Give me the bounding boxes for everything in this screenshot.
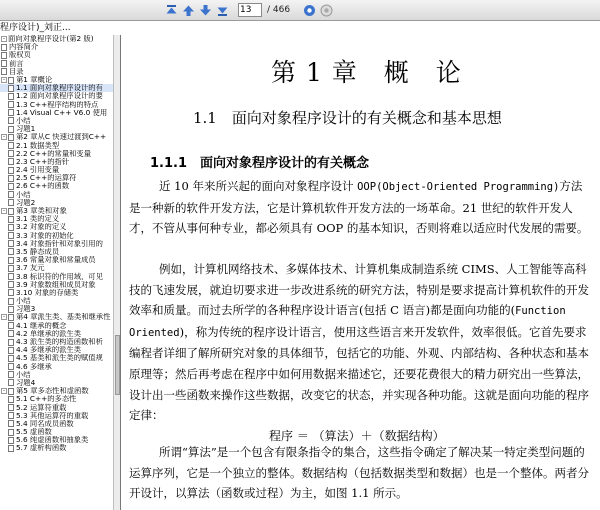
toc-item-label: 1.4 Visual C++ V6.0 使用: [16, 108, 108, 117]
collapse-icon[interactable]: -: [2, 207, 6, 215]
toc-item-label: 3.9 对象数组和成员对象: [16, 280, 96, 289]
toc-item[interactable]: [0, 182, 113, 190]
page-bookmark-icon: [8, 240, 14, 247]
toc-item-label: 第2 章从C 快速过渡到C++: [16, 133, 107, 142]
toc-item-label: 3.6 常量对象和常量成员: [16, 256, 96, 265]
collapse-icon[interactable]: -: [2, 76, 6, 84]
page-bookmark-icon: [8, 339, 14, 346]
toc-item[interactable]: [0, 68, 113, 76]
paragraph-2-text-b: )，称为传统的程序设计语言，使用这些语言来开发软件，效率很低。它首先要求编程者详细了解所研究对象的具体细节，包括它的功能、外观、内部结构、各种状态和基本原理等；然后再考虑在程序中如何用数据来描述它，还要花费很大的精力研究出一些算法，设计出一些函数来操作这些数据，改变它的状态，并实现各种功能。这就是面向功能的程序定律：: [129, 324, 589, 423]
page-bookmark-icon: [8, 101, 14, 108]
toc-item-label: 习题1: [16, 125, 36, 134]
document-page: [121, 21, 600, 510]
paragraph-2-text-a: 例如，计算机网络技术、多媒体技术、计算机集成制造系统 CIMS、人工智能等高科技的飞速发展，就迫切要求进一步改进系统的研究方法，特别是要求提高计算机软件的开发效率和质量。而过去所学的各种程序设计语言(包括 C 语言)都是面向功能的(: [129, 262, 589, 318]
page-bookmark-icon: [8, 167, 14, 174]
toc-item[interactable]: [0, 322, 113, 330]
page-bookmark-icon: [8, 265, 14, 272]
toc-item[interactable]: [0, 387, 113, 395]
page-number-input[interactable]: [238, 3, 262, 17]
toc-item-label: 4.1 继承的概念: [16, 321, 67, 330]
toc-item-label: 3.5 静态成员: [16, 247, 60, 256]
paragraph-1-text-b: 方法是一种新的软件开发方法，它是计算机软件开发方法的一场革命。21 世纪的软件开发人才，不管从事何种专业，都必须具有 OOP 的基本知识，否则将难以适应时代发展的需要。: [129, 179, 589, 236]
page-bookmark-icon: [1, 52, 7, 59]
paragraph-3-text: 所谓“算法”是一个包含有限条指令的集合，这些指令确定了解决某一特定类型问题的运算序列，它是一个独立的整体。数据结构（包括数据类型和数据）也是一个整体。两者分开设计，以算法（函数或过程）为主，如图 1.1 所示。: [129, 445, 589, 501]
toc-item-label: 2.3 C++的指针: [16, 157, 70, 166]
toc-item-label: 5.7 虚析构函数: [16, 444, 67, 453]
toc-item[interactable]: [0, 264, 113, 272]
toc-item[interactable]: [0, 379, 113, 387]
collapse-icon[interactable]: -: [2, 313, 6, 321]
paragraph-3: [129, 442, 593, 504]
toc-item[interactable]: [0, 232, 113, 240]
toc-item-label: 2.1 数据类型: [16, 141, 60, 150]
chapter-title: 第 1 章 概 论: [271, 58, 462, 87]
go-back-icon[interactable]: [319, 3, 334, 18]
toc-item[interactable]: [0, 101, 113, 109]
toc-item[interactable]: [0, 248, 113, 256]
collapse-icon[interactable]: -: [2, 133, 6, 141]
page-bookmark-icon: [8, 347, 14, 354]
toc-item[interactable]: [0, 412, 113, 420]
bookmark-panel-header: [0, 21, 122, 35]
toc-item[interactable]: [0, 313, 113, 321]
document-title: 程序设计)_刘正...: [0, 23, 71, 33]
paragraph-2: [129, 259, 593, 426]
toc-item[interactable]: [0, 428, 113, 436]
toc-item[interactable]: [0, 43, 113, 51]
page-bookmark-icon: [8, 445, 14, 452]
toc-item-label: 小结: [16, 370, 31, 379]
page-bookmark-icon: [8, 298, 14, 305]
page-bookmark-icon: [8, 404, 14, 411]
paragraph-2-code: Function Oriented: [129, 305, 566, 339]
toc-item-label: 1.1 面向对象程序设计的有: [16, 84, 103, 93]
toc-item-label: 1.2 面向对象程序设计的要: [16, 92, 103, 101]
toolbar: [0, 0, 600, 21]
toc-item-label: 4.5 基类和派生类的赋值规: [16, 354, 103, 363]
toc-item-label: 3.2 对象的定义: [16, 223, 67, 232]
toc-item[interactable]: [0, 84, 113, 92]
page-bookmark-icon: [8, 306, 14, 313]
toc-item[interactable]: [0, 330, 113, 338]
toc-item-label: 第1 章概论: [16, 75, 53, 85]
toc-item-label: 小结: [16, 190, 31, 199]
page-bookmark-icon: [8, 437, 14, 444]
bookmark-panel: [0, 35, 113, 510]
page-bookmark-icon: [8, 199, 14, 206]
page-bookmark-icon: [8, 117, 14, 124]
toc-item-label: 第5 章多态性和虚函数: [16, 387, 89, 396]
toc-item[interactable]: [0, 125, 113, 133]
toc-item[interactable]: [0, 297, 113, 305]
page-bookmark-icon: [1, 44, 7, 51]
toc-item[interactable]: [0, 371, 113, 379]
toc-item-label: 3.10 对象的存储类: [16, 288, 79, 297]
toc-item-label: 小结: [16, 297, 31, 306]
page-bookmark-icon: [8, 248, 14, 255]
toc-item[interactable]: [0, 207, 113, 215]
toc-item-label: 内容简介: [9, 43, 39, 52]
paragraph-1: [129, 176, 593, 239]
page-bookmark-icon: [8, 208, 14, 215]
page-bookmark-icon: [8, 273, 14, 280]
toc-item[interactable]: [0, 305, 113, 313]
page-bookmark-icon: [1, 68, 7, 75]
page-bookmark-icon: [8, 429, 14, 436]
page-bookmark-icon: [8, 412, 14, 419]
toc-item-label: 5.3 其他运算符的重载: [16, 411, 89, 420]
toc-item[interactable]: [0, 395, 113, 403]
toc-item[interactable]: [0, 354, 113, 362]
toc-item-label: 5.6 纯虚函数和抽象类: [16, 436, 89, 445]
toc-item-label: 3.8 标识符的作用域、可见: [16, 272, 103, 281]
page-bookmark-icon: [8, 379, 14, 386]
toc-item[interactable]: [0, 133, 113, 141]
page-bookmark-icon: [8, 183, 14, 190]
toc-item[interactable]: [0, 109, 113, 117]
toc-item[interactable]: [0, 436, 113, 444]
toc-item-label: 目录: [9, 67, 24, 76]
page-count: / 466: [267, 5, 291, 15]
toc-item-label: 3.7 友元: [16, 264, 45, 273]
toc-item[interactable]: [0, 256, 113, 264]
toc-item[interactable]: [0, 403, 113, 411]
previous-page-icon[interactable]: [181, 3, 196, 18]
page-bookmark-icon: [8, 363, 14, 370]
toc-item-label: 习题3: [16, 305, 36, 314]
page-bookmark-icon: [8, 371, 14, 378]
collapse-icon[interactable]: -: [2, 35, 6, 43]
toc-item[interactable]: [0, 289, 113, 297]
page-bookmark-icon: [8, 126, 14, 133]
page-bookmark-icon: [8, 85, 14, 92]
toc-item[interactable]: [0, 272, 113, 280]
toc-item-label: 习题4: [16, 378, 36, 387]
toc-item[interactable]: [0, 444, 113, 452]
next-page-icon[interactable]: [198, 3, 213, 18]
toc-root[interactable]: [0, 35, 113, 43]
toc-item-label: 3.1 类的定义: [16, 215, 60, 224]
page-bookmark-icon: [8, 330, 14, 337]
sidebar-scrollbar[interactable]: [113, 35, 121, 510]
page-bookmark-icon: [8, 257, 14, 264]
toc-item-label: 4.4 多继承的派生类: [16, 346, 82, 355]
toc-item[interactable]: [0, 166, 113, 174]
page-bookmark-icon: [8, 77, 14, 84]
page-bookmark-icon: [8, 191, 14, 198]
toc-item[interactable]: [0, 191, 113, 199]
subsection-title: 1.1.1 面向对象程序设计的有关概念: [150, 156, 370, 171]
toc-item-label: 2.4 引用变量: [16, 166, 60, 175]
toc-item-label: 5.1 C++的多态性: [16, 395, 77, 404]
toc-item[interactable]: [0, 51, 113, 59]
page-bookmark-icon: [8, 396, 14, 403]
toc-item[interactable]: [0, 76, 113, 84]
toc-item[interactable]: [0, 117, 113, 125]
toc-item[interactable]: [0, 141, 113, 149]
toc-item[interactable]: [0, 199, 113, 207]
page-navigation: [164, 2, 334, 18]
page-bookmark-icon: [8, 388, 14, 395]
page-bookmark-icon: [8, 109, 14, 116]
page-bookmark-icon: [8, 158, 14, 165]
page-bookmark-icon: [1, 60, 7, 67]
toc-item-label: 2.5 C++的运算符: [16, 174, 77, 183]
toc-item-label: 1.3 C++程序结构的特点: [16, 100, 99, 109]
toc-item[interactable]: [0, 223, 113, 231]
page-bookmark-icon: [8, 224, 14, 231]
toc-item-label: 5.5 虚函数: [16, 428, 52, 437]
toc-item-label: 2.2 C++的常量和变量: [16, 149, 92, 158]
formula: 程序 ＝ （算法）＋（数据结构）: [269, 429, 445, 443]
page-bookmark-icon: [8, 355, 14, 362]
toc-item-label: 第3 章类和对象: [16, 206, 67, 216]
toc-item[interactable]: [0, 215, 113, 223]
paragraph-1-text-a: 近 10 年来所兴起的面向对象程序设计: [159, 179, 358, 193]
page-bookmark-icon: [8, 216, 14, 223]
toc-item[interactable]: [0, 338, 113, 346]
toc-item[interactable]: [0, 363, 113, 371]
toc-item-label: 4.3 派生类的构造函数和析: [16, 337, 103, 347]
toc-item[interactable]: [0, 92, 113, 100]
page-bookmark-icon: [8, 150, 14, 157]
scrollbar-thumb[interactable]: [115, 335, 120, 395]
toc-item-label: 版权页: [9, 51, 31, 60]
toc-item[interactable]: [0, 174, 113, 182]
first-page-icon[interactable]: [164, 3, 179, 18]
toc-item-label: 4.6 多继承: [16, 362, 52, 371]
toc-item-label: 5.2 运算符重载: [16, 403, 67, 412]
toc-item-label: 小结: [16, 116, 31, 125]
toc-item[interactable]: [0, 60, 113, 68]
toc-item[interactable]: [0, 346, 113, 354]
page-bookmark-icon: [8, 232, 14, 239]
collapse-icon[interactable]: -: [2, 387, 6, 395]
page-bookmark-icon: [8, 175, 14, 182]
paragraph-1-code: OOP(Object-Oriented Programming): [357, 181, 560, 193]
page-bookmark-icon: [8, 93, 14, 100]
toc-item-label: 4.2 单继承的派生类: [16, 329, 82, 338]
section-title: 1.1 面向对象程序设计的有关概念和基本思想: [193, 109, 502, 127]
page-bookmark-icon: [8, 322, 14, 329]
toc-item-label: 3.4 对象指针和对象引用的: [16, 239, 103, 248]
toc-item-label: 5.4 同名成员函数: [16, 419, 74, 428]
toc-item-label: 2.6 C++的函数: [16, 182, 70, 191]
page-bookmark-icon: [8, 134, 14, 141]
toc-item[interactable]: [0, 158, 113, 166]
toc-root-label: 面向对象程序设计(第2 版): [8, 35, 94, 44]
page-bookmark-icon: [8, 281, 14, 288]
toc-list: [0, 43, 113, 452]
page-bookmark-icon: [8, 289, 14, 296]
last-page-icon[interactable]: [215, 3, 230, 18]
page-bookmark-icon: [8, 420, 14, 427]
toc-item[interactable]: [0, 281, 113, 289]
toc-item-label: 第4 章派生类、基类和继承性: [16, 313, 111, 322]
toc-item[interactable]: [0, 420, 113, 428]
page-bookmark-icon: [8, 142, 14, 149]
toc-item[interactable]: [0, 240, 113, 248]
page-bookmark-icon: [8, 314, 14, 321]
toc-item-label: 前言: [9, 59, 24, 68]
toc-item[interactable]: [0, 150, 113, 158]
toc-item-label: 3.3 对象的初始化: [16, 231, 74, 240]
toc-item-label: 习题2: [16, 198, 36, 207]
go-forward-icon[interactable]: [302, 3, 317, 18]
